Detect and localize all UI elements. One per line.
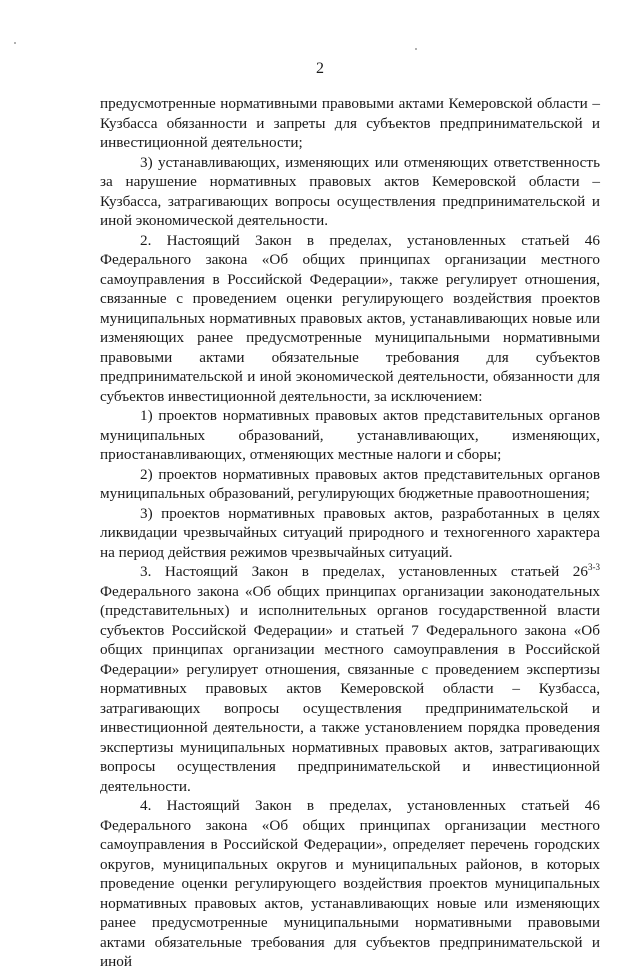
section-3-text-start: 3. Настоящий Закон в пределах, установленных статьей 26 [140,563,588,580]
paragraph-item-1-3: 3) устанавливающих, изменяющих или отменяющих ответственность за нарушение нормативных правовых актов Кемеровской области – Кузбасса, затрагивающих вопросы осуществления предпринимательской и иной экономической деятельности. [100,153,600,229]
document-body [100,94,600,972]
paragraph-section-3 [100,562,600,796]
paragraph-section-2: 2. Настоящий Закон в пределах, установленных статьей 46 Федерального закона «Об общих принципах организации местного самоуправления в Российской Федерации», также регулирует отношения, связанные с проведением оценки регулирующего воздействия проектов муниципальных нормативных правовых актов, устанавливающих новые или изменяющих ранее предусмотренные муниципальными нормативными правовыми актами обязательные требования для субъектов предпринимательской и иной экономической деятельности, обязанности для субъектов инвестиционной деятельности, за исключением: [100,231,600,405]
paragraph-section-4: 4. Настоящий Закон в пределах, установленных статьей 46 Федерального закона «Об общих принципах организации местного самоуправления в Российской Федерации», определяет перечень городских округов, муниципальных округов и муниципальных районов, в которых проведение оценки регулирующего воздействия проектов муниципальных нормативных правовых актов, устанавливающих новые или изменяющих ранее предусмотренные муниципальными нормативными правовыми актами обязательные требования для субъектов предпринимательской и иной [100,797,600,970]
paragraph-item-2-1: 1) проектов нормативных правовых актов представительных органов муниципальных образований, устанавливающих, изменяющих, приостанавливающих, отменяющих местные налоги и сборы; [100,407,600,463]
scan-speck [415,48,417,50]
paragraph-item-2-2: 2) проектов нормативных правовых актов представительных органов муниципальных образований, регулирующих бюджетные правоотношения; [100,465,600,502]
section-3-text-rest: Федерального закона «Об общих принципах организации законодательных (представительных) и исполнительных органов государственной власти субъектов Российской Федерации» и статьей 7 Федерального закона «Об общих принципах организации местного самоуправления в Российской Федерации» регулирует отношения, связанные с проведением экспертизы нормативных правовых актов Кемеровской области – Кузбасса, затрагивающих вопросы осуществления предпринимательской и инвестиционной деятельности, а также установлением порядка проведения экспертизы муниципальных нормативных правовых актов, затрагивающих вопросы осуществления предпринимательской и инвестиционной деятельности. [100,582,600,795]
paragraph-continuation: предусмотренные нормативными правовыми актами Кемеровской области – Кузбасса обязанности и запреты для субъектов предпринимательской и инвестиционной деятельности; [100,95,600,151]
paragraph-item-2-3: 3) проектов нормативных правовых актов, разработанных в целях ликвидации чрезвычайных ситуаций природного и техногенного характера на период действия режимов чрезвычайных ситуаций. [100,504,600,561]
page-number: 2 [316,60,324,77]
scan-speck [14,42,16,44]
article-superscript: 3-3 [588,561,600,572]
